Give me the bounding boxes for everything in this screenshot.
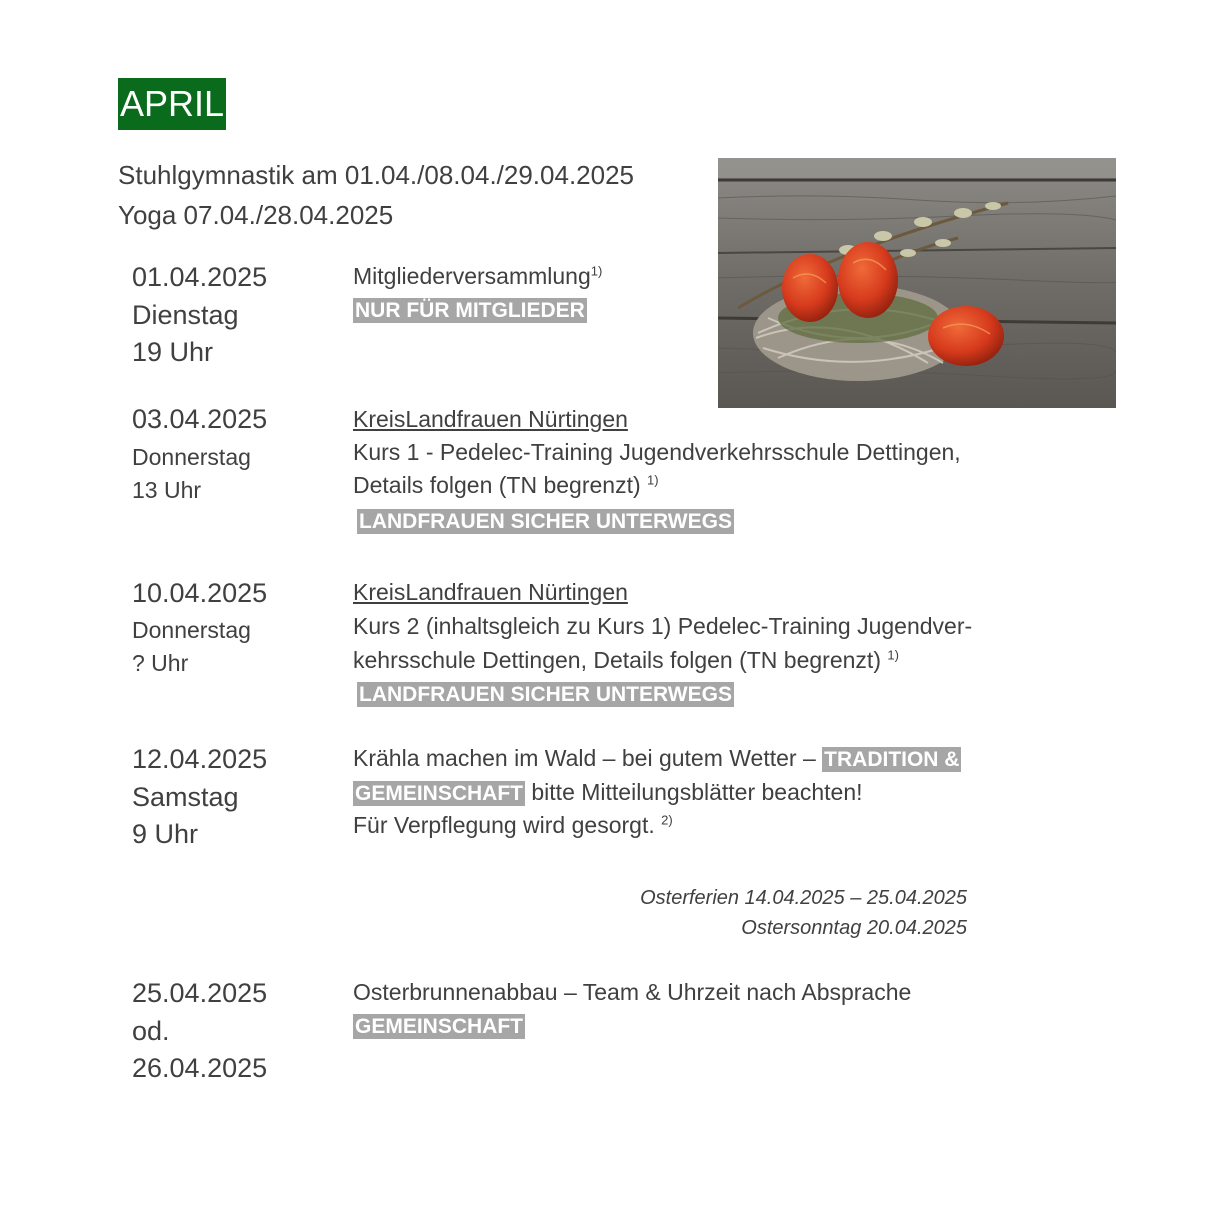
event-1-tag: NUR FÜR MITGLIEDER <box>355 299 585 322</box>
event-3-org: KreisLandfrauen Nürtingen <box>353 579 628 605</box>
holiday-osterferien: Osterferien 14.04.2025 – 25.04.2025 <box>640 887 967 909</box>
event-4-tag2: GEMEINSCHAFT <box>355 782 523 805</box>
event-3-line2: kehrsschule Dettingen, Details folgen (TN begrenzt) <box>353 647 881 673</box>
event-3-line2-wrap <box>353 645 899 675</box>
event-3-day: Donnerstag <box>132 617 251 643</box>
event-2-line2: Details folgen (TN begrenzt) <box>353 472 641 498</box>
holiday-ostersonntag: Ostersonntag 20.04.2025 <box>741 917 967 939</box>
event-4-line2-wrap <box>353 777 863 809</box>
event-2-org: KreisLandfrauen Nürtingen <box>353 406 628 432</box>
intro-stuhlgymnastik: Stuhlgymnastik am 01.04./08.04./29.04.2025 <box>118 160 635 190</box>
event-2-line1: Kurs 1 - Pedelec-Training Jugendverkehrsschule Dettingen, <box>353 439 961 465</box>
event-4-footnote: 2) <box>661 812 673 828</box>
event-4-line3: Für Verpflegung wird gesorgt. <box>353 812 655 838</box>
event-1-date: 01.04.2025 <box>132 262 268 292</box>
event-5-or: od. <box>132 1016 170 1046</box>
event-1-tag-line <box>353 294 587 326</box>
event-3-tag-line <box>357 678 734 710</box>
event-1-footnote: 1) <box>590 263 603 279</box>
event-5-tag-line <box>353 1010 525 1042</box>
event-4-day: Samstag <box>132 782 239 812</box>
event-2-day: Donnerstag <box>132 444 251 470</box>
event-4-time: 9 Uhr <box>132 819 199 849</box>
event-3-date: 10.04.2025 <box>132 578 268 608</box>
event-4-line1: Krähla machen im Wald – bei gutem Wetter – <box>353 745 816 771</box>
event-2-tag: LANDFRAUEN SICHER UNTERWEGS <box>359 510 732 533</box>
event-2-footnote: 1) <box>647 472 659 488</box>
event-2-date: 03.04.2025 <box>132 404 268 434</box>
event-4-tag1: TRADITION & <box>824 748 960 771</box>
intro-yoga: Yoga 07.04./28.04.2025 <box>118 200 394 230</box>
event-3-line1: Kurs 2 (inhaltsgleich zu Kurs 1) Pedelec-Training Jugendver- <box>353 613 973 639</box>
event-5-tag: GEMEINSCHAFT <box>355 1015 523 1038</box>
event-4-line2: bitte Mitteilungsblätter beachten! <box>531 779 863 805</box>
easter-eggs-photo <box>718 158 1116 408</box>
event-5-title: Osterbrunnenabbau – Team & Uhrzeit nach Absprache <box>353 979 912 1005</box>
event-1-time: 19 Uhr <box>132 337 214 367</box>
event-4-line3-wrap <box>353 810 673 840</box>
event-1-day: Dienstag <box>132 300 239 330</box>
easter-eggs-nest-icon <box>718 158 1116 408</box>
month-header: APRIL <box>118 78 226 130</box>
event-5-date: 25.04.2025 <box>132 978 268 1008</box>
event-3-tag: LANDFRAUEN SICHER UNTERWEGS <box>359 683 732 706</box>
event-1-title <box>353 261 602 291</box>
event-2-line2-wrap <box>353 470 659 500</box>
event-3-footnote: 1) <box>887 647 899 663</box>
event-5-date2: 26.04.2025 <box>132 1053 268 1083</box>
event-4-date: 12.04.2025 <box>132 744 268 774</box>
event-2-tag-line <box>357 505 734 537</box>
event-1-title-text: Mitgliederversammlung <box>353 263 591 289</box>
event-2-time: 13 Uhr <box>132 477 202 503</box>
event-4-line1-wrap <box>353 743 961 775</box>
event-3-time: ? Uhr <box>132 650 189 676</box>
